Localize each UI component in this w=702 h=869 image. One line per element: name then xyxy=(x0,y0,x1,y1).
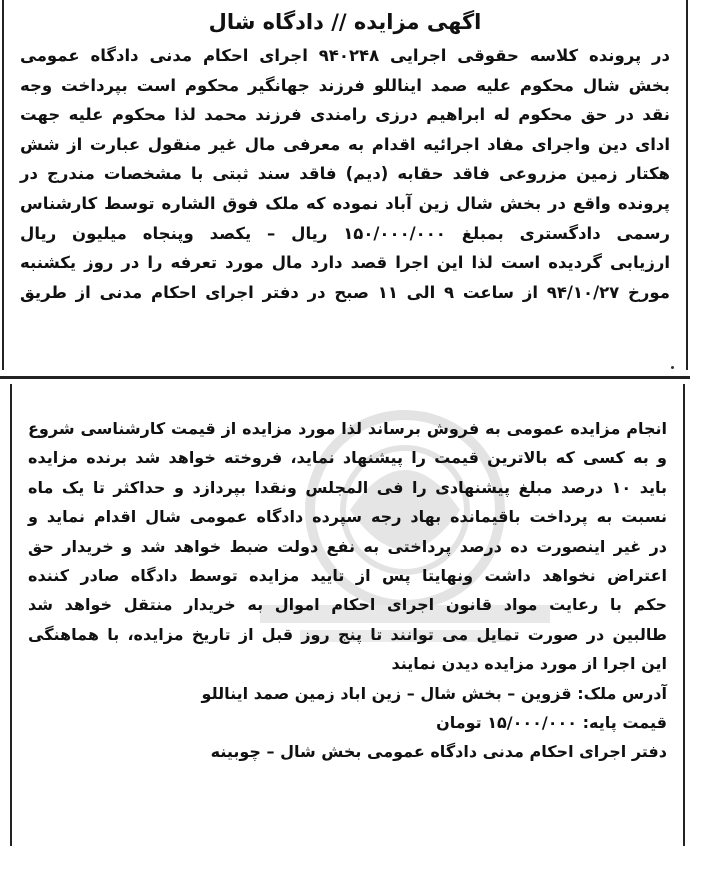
paragraph-line: و به کسی که بالاترین قیمت را پیشنهاد نماید، فروخته خواهد شد برنده مزایده xyxy=(28,448,667,468)
paragraph-line: باید ۱۰ درصد مبلغ پیشنهادی را فی المجلس ونقدا بپردازد و حداکثر تا یک ماه xyxy=(28,477,667,497)
property-address: آدرس ملک: قزوین – بخش شال – زین اباد زمین صمد ایناللو xyxy=(201,683,667,703)
paragraph-line: نسبت به پرداخت باقیمانده بهاد رجه سپرده دادگاه عمومی شال اقدام نماید و xyxy=(28,507,667,527)
paragraph-line: بخش شال محکوم علیه صمد ایناللو فرزند جهانگیر محکوم است بپرداخت وجه xyxy=(20,75,670,95)
notice-top-panel xyxy=(2,0,688,370)
issuing-office: دفتر اجرای احکام مدنی دادگاه عمومی بخش شال – چوبینه xyxy=(210,742,667,762)
paragraph-line: مورخ ۹۴/۱۰/۲۷ از ساعت ۹ الی ۱۱ صبح در دفتر اجرای احکام مدنی از طریق xyxy=(20,282,670,302)
speck-mark xyxy=(671,366,674,369)
paragraph-line: پرونده واقع در بخش شال زین آباد نموده که ملک فوق الشاره توسط کارشناس xyxy=(20,193,670,213)
paragraph-line: رسمی دادگستری بمبلغ ۱۵۰/۰۰۰/۰۰۰ ریال – یکصد وپنجاه میلیون ریال xyxy=(20,223,671,243)
column-divider xyxy=(0,376,690,379)
paragraph-line: طالبین در صورت تمایل می توانند تا پنج روز قبل از تاریخ مزایده، با هماهنگی xyxy=(28,624,667,644)
notice-paragraph-top xyxy=(4,41,686,307)
paragraph-line: در پرونده کلاسه حقوقی اجرایی ۹۴۰۲۴۸ اجرای احکام مدنی دادگاه عمومی xyxy=(20,46,670,65)
paragraph-line: اعتراض نخواهد داشت ونهایتا پس از تایید مزایده توسط دادگاه صادر کننده xyxy=(28,566,667,586)
paragraph-line: انجام مزایده عمومی به فروش برساند لذا مورد مزایده از قیمت کارشناسی شروع xyxy=(28,419,667,438)
paragraph-line: حکم با رعایت مواد قانون اجرای احکام اموال به خریدار منتقل خواهد شد xyxy=(28,595,667,615)
notice-title: اگهی مزایده // دادگاه شال xyxy=(208,10,482,34)
base-price: قیمت پایه: ۱۵/۰۰۰/۰۰۰ تومان xyxy=(436,713,667,733)
paragraph-line: هکتار زمین مزروعی فاقد حقابه (دیم) فاقد سند ثبتی با مشخصات مندرج در xyxy=(20,164,670,184)
paragraph-line: نقد در حق محکوم له ابراهیم درزی رامندی فرزند محمد لذا محکوم علیه جهت xyxy=(20,105,670,125)
inspection-line: این اجرا از مورد مزایده دیدن نمایند xyxy=(391,654,667,674)
notice-paragraph-bottom xyxy=(12,414,683,649)
paragraph-line: ادای دین واجرای مفاد اجرائیه اقدام به معرفی مال غیر منقول عبارت از شش xyxy=(20,134,670,154)
paragraph-line: در غیر اینصورت ده درصد پرداختی به نفع دولت ضبط خواهد شد و خریدار حق xyxy=(28,536,667,556)
notice-bottom-panel xyxy=(10,384,685,846)
paragraph-line: ارزیابی گردیده است لذا این اجرا قصد دارد مال مورد تعرفه را در روز یکشنبه xyxy=(20,253,670,273)
